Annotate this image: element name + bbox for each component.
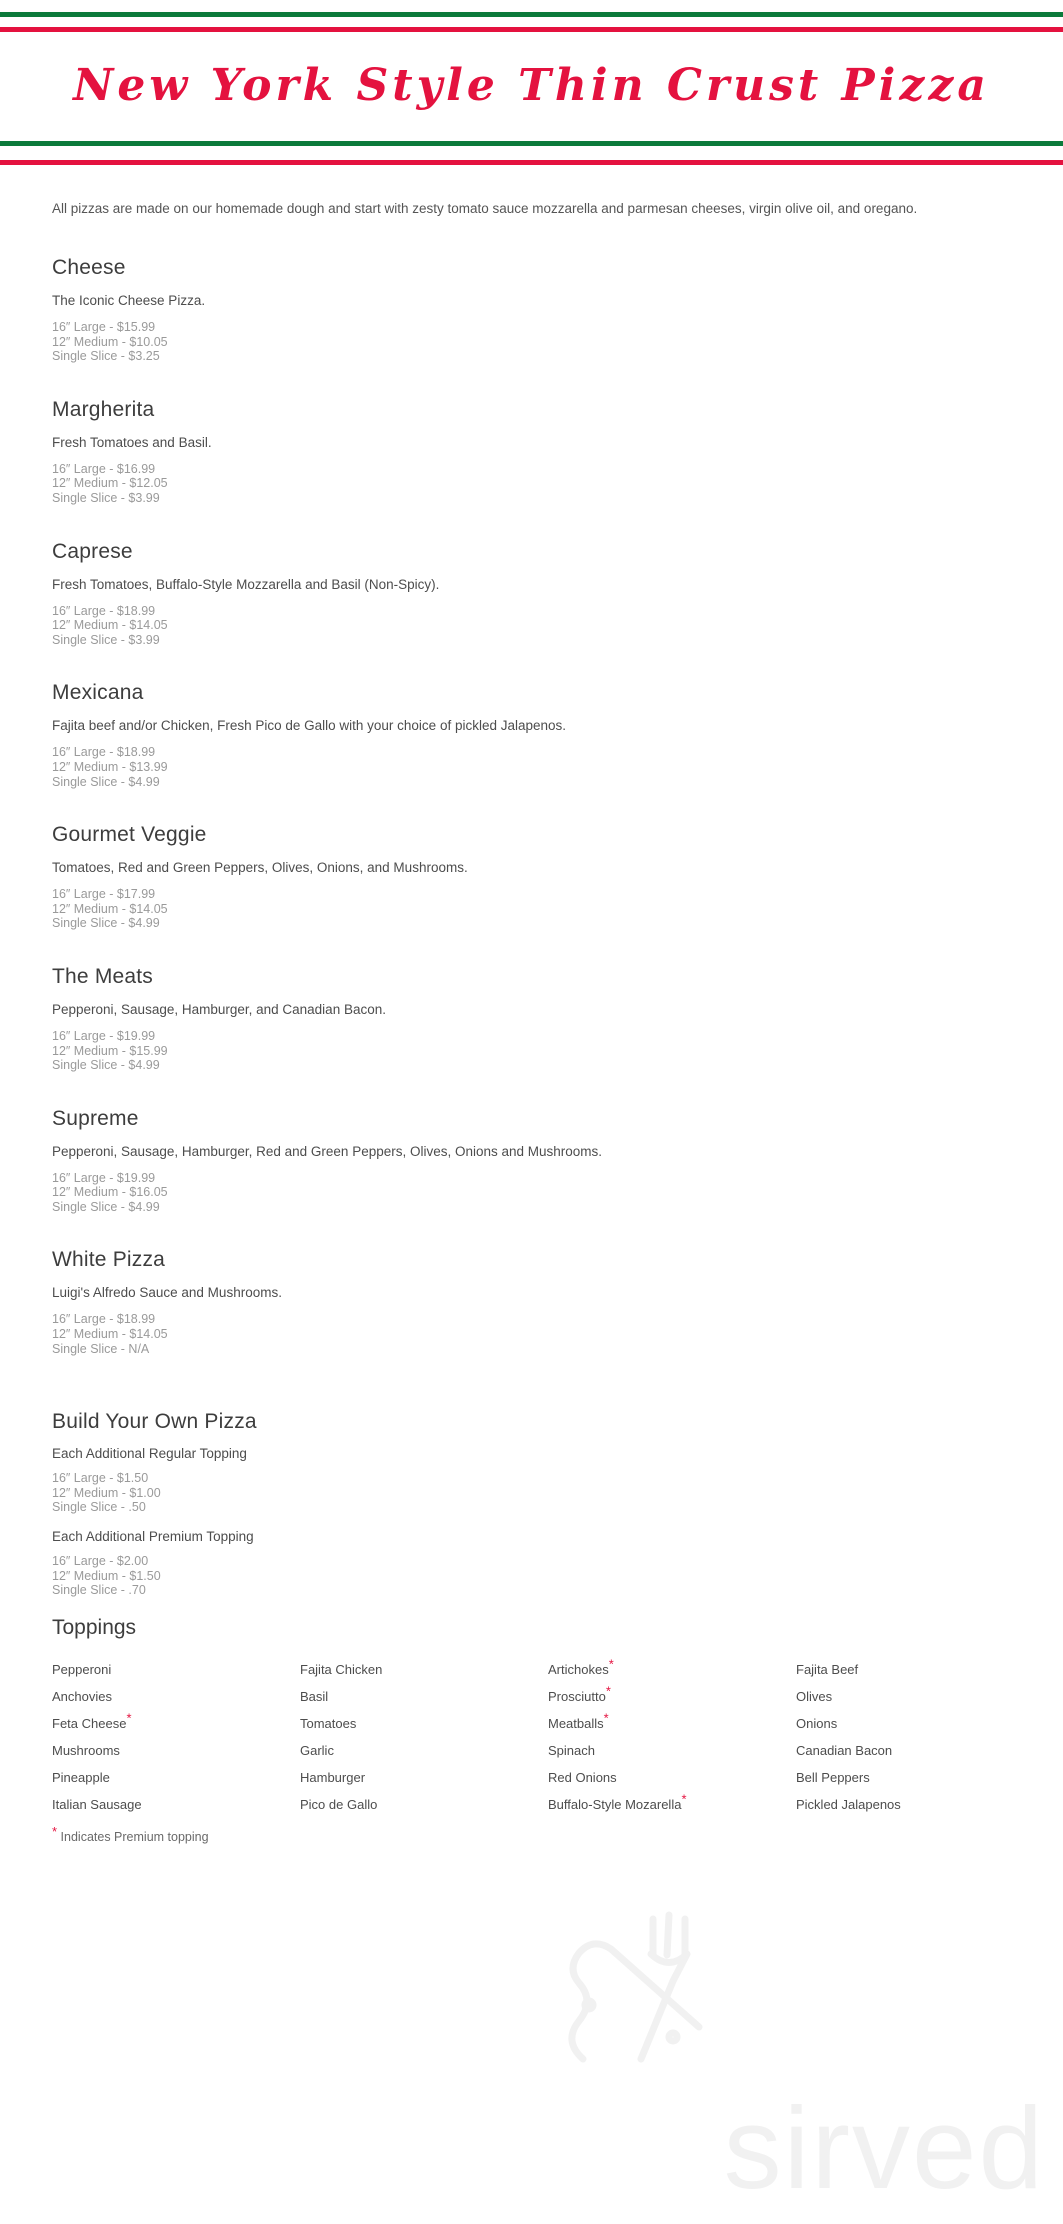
pizza-item [52,1107,1013,1215]
price-line: Single Slice - $4.99 [52,1199,160,1214]
pizza-description: Luigi's Alfredo Sauce and Mushrooms. [52,1285,282,1301]
pizza-name: The Meats [52,964,154,988]
topping-item [548,1737,796,1764]
pizza-description: Pepperoni, Sausage, Hamburger, and Canadian Bacon. [52,1001,386,1017]
build-your-own-section [52,1410,1013,1598]
topping-label: Garlic [300,1742,334,1758]
pizza-item [52,398,1013,506]
topping-label: Feta Cheese [52,1715,127,1731]
topping-item [796,1737,1013,1764]
watermark-text: sirved [723,2083,1045,2213]
menu-content [0,199,1063,1844]
premium-marker-icon: * [681,1791,687,1807]
topping-label: Bell Peppers [796,1769,870,1785]
price-line: Single Slice - $4.99 [52,774,160,789]
pizza-prices [52,320,1013,364]
price-line: 12″ Medium - $12.05 [52,476,168,491]
pizza-name: Mexicana [52,681,144,705]
page-title: New York Style Thin Crust Pizza [73,60,990,111]
topping-label: Italian Sausage [52,1796,142,1812]
price-line: Single Slice - $4.99 [52,916,160,931]
pizza-prices [52,462,1013,506]
premium-marker-icon: * [605,1683,611,1699]
price-line: 12″ Medium - $13.99 [52,759,168,774]
price-line: 16″ Large - $1.50 [52,1471,149,1486]
pizza-list [52,256,1013,1356]
regular-topping-block [52,1446,1013,1515]
pizza-description: Fresh Tomatoes and Basil. [52,434,212,450]
premium-marker-icon: * [603,1710,609,1726]
topping-label: Olives [796,1688,833,1704]
pizza-item [52,540,1013,648]
topping-item [52,1764,300,1791]
topping-label: Pineapple [52,1769,110,1785]
topping-label: Fajita Chicken [300,1661,383,1677]
pizza-prices [52,604,1013,648]
price-line: 16″ Large - $18.99 [52,745,156,760]
topping-label: Spinach [548,1742,595,1758]
watermark [723,2083,1063,2213]
premium-topping-label: Each Additional Premium Topping [52,1529,254,1545]
pizza-name: Caprese [52,539,133,563]
topping-label: Basil [300,1688,329,1704]
utensils-icon [523,1909,733,2094]
topping-item [796,1764,1013,1791]
topping-item [300,1683,548,1710]
topping-item [52,1791,300,1818]
price-line: Single Slice - $4.99 [52,1058,160,1073]
toppings-footnote-text: Indicates Premium topping [60,1829,209,1844]
pizza-item [52,965,1013,1073]
price-line: 16″ Large - $19.99 [52,1028,156,1043]
price-line: 12″ Medium - $14.05 [52,1327,168,1342]
pizza-item [52,256,1013,364]
price-line: 16″ Large - $17.99 [52,887,156,902]
pizza-description: Tomatoes, Red and Green Peppers, Olives, Onions, and Mushrooms. [52,860,468,876]
pizza-item [52,823,1013,931]
rule-green-top [0,12,1063,17]
topping-label: Meatballs [548,1715,604,1731]
pizza-prices [52,1171,1013,1215]
pizza-name: Margherita [52,397,155,421]
topping-item [796,1683,1013,1710]
pizza-description: The Iconic Cheese Pizza. [52,293,206,308]
price-line: 12″ Medium - $10.05 [52,334,168,349]
topping-label: Mushrooms [52,1742,120,1758]
toppings-section [52,1616,1013,1844]
topping-label: Tomatoes [300,1715,357,1731]
topping-label: Anchovies [52,1688,112,1704]
pizza-name: Cheese [52,256,126,279]
premium-topping-prices [52,1554,1013,1598]
title-band [0,32,1063,141]
topping-item [548,1683,796,1710]
topping-label: Fajita Beef [796,1661,859,1677]
premium-marker-icon: * [126,1710,132,1726]
topping-item [796,1656,1013,1683]
price-line: Single Slice - .50 [52,1500,146,1515]
regular-topping-label: Each Additional Regular Topping [52,1446,247,1462]
rule-green-bottom [0,141,1063,146]
pizza-prices [52,1029,1013,1073]
price-line: Single Slice - $3.99 [52,632,160,647]
rule-red-bottom [0,160,1063,165]
topping-item [548,1710,796,1737]
topping-label: Pepperoni [52,1661,112,1677]
top-rules [0,12,1063,32]
pizza-item [52,1248,1013,1356]
price-line: 16″ Large - $18.99 [52,1312,156,1327]
topping-item [300,1656,548,1683]
pizza-name: Supreme [52,1106,139,1130]
topping-item [796,1791,1013,1818]
topping-item [300,1710,548,1737]
topping-item [52,1683,300,1710]
premium-marker-icon: * [52,1823,58,1839]
topping-label: Artichokes [548,1661,609,1677]
pizza-name: Gourmet Veggie [52,823,207,847]
price-line: 16″ Large - $2.00 [52,1554,149,1569]
pizza-item [52,681,1013,789]
price-line: 12″ Medium - $16.05 [52,1185,168,1200]
topping-item [300,1764,548,1791]
pizza-description: Fajita beef and/or Chicken, Fresh Pico de Gallo with your choice of pickled Jalapenos. [52,718,567,734]
pizza-description: Fresh Tomatoes, Buffalo-Style Mozzarella and Basil (Non-Spicy). [52,576,440,592]
pizza-prices [52,887,1013,931]
price-line: 16″ Large - $16.99 [52,461,156,476]
topping-label: Pickled Jalapenos [796,1796,901,1812]
price-line: 16″ Large - $18.99 [52,603,156,618]
pizza-prices [52,1312,1013,1356]
toppings-footnote [52,1823,1013,1844]
topping-label: Pico de Gallo [300,1796,378,1812]
bottom-rules [0,141,1063,165]
topping-label: Hamburger [300,1769,366,1785]
topping-item [52,1656,300,1683]
pizza-description: Pepperoni, Sausage, Hamburger, Red and Green Peppers, Olives, Onions and Mushrooms. [52,1143,603,1159]
price-line: 12″ Medium - $1.00 [52,1485,161,1500]
menu-intro: All pizzas are made on our homemade dough and start with zesty tomato sauce mozzarella and parmesan cheeses, virgin olive oil, and oregano. [52,201,918,216]
price-line: Single Slice - $3.99 [52,490,160,505]
price-line: 12″ Medium - $15.99 [52,1043,168,1058]
topping-label: Red Onions [548,1769,617,1785]
price-line: Single Slice - $3.25 [52,349,160,364]
price-line: 12″ Medium - $1.50 [52,1568,161,1583]
topping-item [548,1656,796,1683]
price-line: Single Slice - .70 [52,1583,146,1598]
build-your-own-title: Build Your Own Pizza [52,1410,257,1434]
topping-item [52,1737,300,1764]
topping-item [548,1791,796,1818]
topping-item [548,1764,796,1791]
price-line: 12″ Medium - $14.05 [52,901,168,916]
price-line: 16″ Large - $15.99 [52,320,156,334]
topping-item [52,1710,300,1737]
topping-item [796,1710,1013,1737]
premium-topping-block [52,1529,1013,1598]
price-line: Single Slice - N/A [52,1341,150,1356]
pizza-prices [52,745,1013,789]
topping-item [300,1737,548,1764]
toppings-title: Toppings [52,1615,137,1639]
topping-label: Buffalo-Style Mozarella [548,1796,682,1812]
price-line: 12″ Medium - $14.05 [52,618,168,633]
topping-item [300,1791,548,1818]
pizza-name: White Pizza [52,1248,166,1272]
topping-label: Prosciutto [548,1688,606,1704]
premium-marker-icon: * [608,1656,614,1672]
topping-label: Canadian Bacon [796,1742,893,1758]
price-line: 16″ Large - $19.99 [52,1170,156,1185]
toppings-grid [52,1656,1013,1818]
regular-topping-prices [52,1471,1013,1515]
topping-label: Onions [796,1715,838,1731]
menu-page [0,12,1063,2224]
